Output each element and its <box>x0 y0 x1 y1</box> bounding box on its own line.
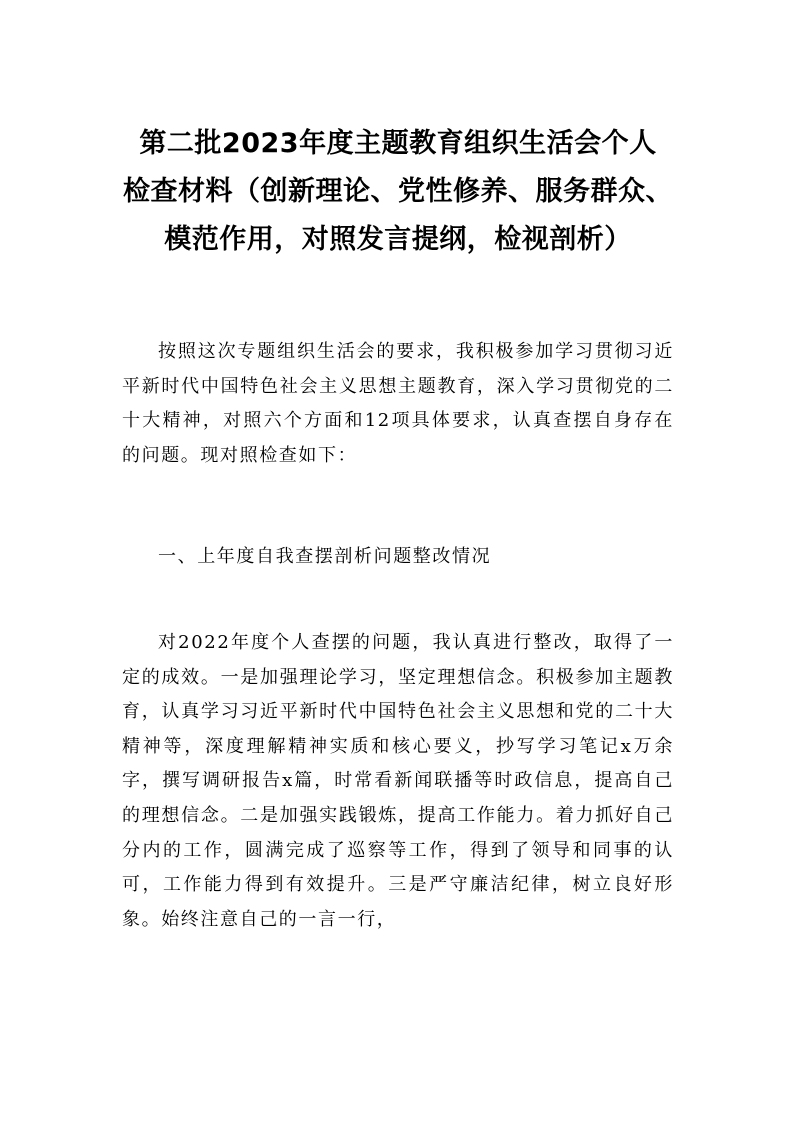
title-line-2: 检查材料（创新理论、党性修养、服务群众、 <box>123 176 673 207</box>
title-line-3: 模范作用，对照发言提纲，检视剖析） <box>164 224 632 255</box>
section-heading-1: 一、上年度自我查摆剖析问题整改情况 <box>158 546 492 567</box>
title-line-1: 第二批2023年度主题教育组织生活会个人 <box>139 128 657 159</box>
section-1-paragraph: 对2022年度个人查摆的问题，我认真进行整改，取得了一定的成效。一是加强理论学习，坚定理想信念。积极参加主题教育，认真学习习近平新时代中国特色社会主义思想和党的二十大精神等，深度理解精神实质和核心要义，抄写学习笔记x万余字，撰写调研报告x篇，时常看新闻联播等时政信息，提高自己的理想信念。二是加强实践锻炼，提高工作能力。着力抓好自己分内的工作，圆满完成了巡察等工作，得到了领导和同事的认可，工作能力得到有效提升。三是严守廉洁纪律，树立良好形象。始终注意自己的一言一行， <box>122 632 674 930</box>
intro-paragraph: 按照这次专题组织生活会的要求，我积极参加学习贯彻习近平新时代中国特色社会主义思想主题教育，深入学习贯彻党的二十大精神，对照六个方面和12项具体要求，认真查摆自身存在的问题。现对照检查如下： <box>122 341 674 466</box>
document-title <box>118 120 678 264</box>
